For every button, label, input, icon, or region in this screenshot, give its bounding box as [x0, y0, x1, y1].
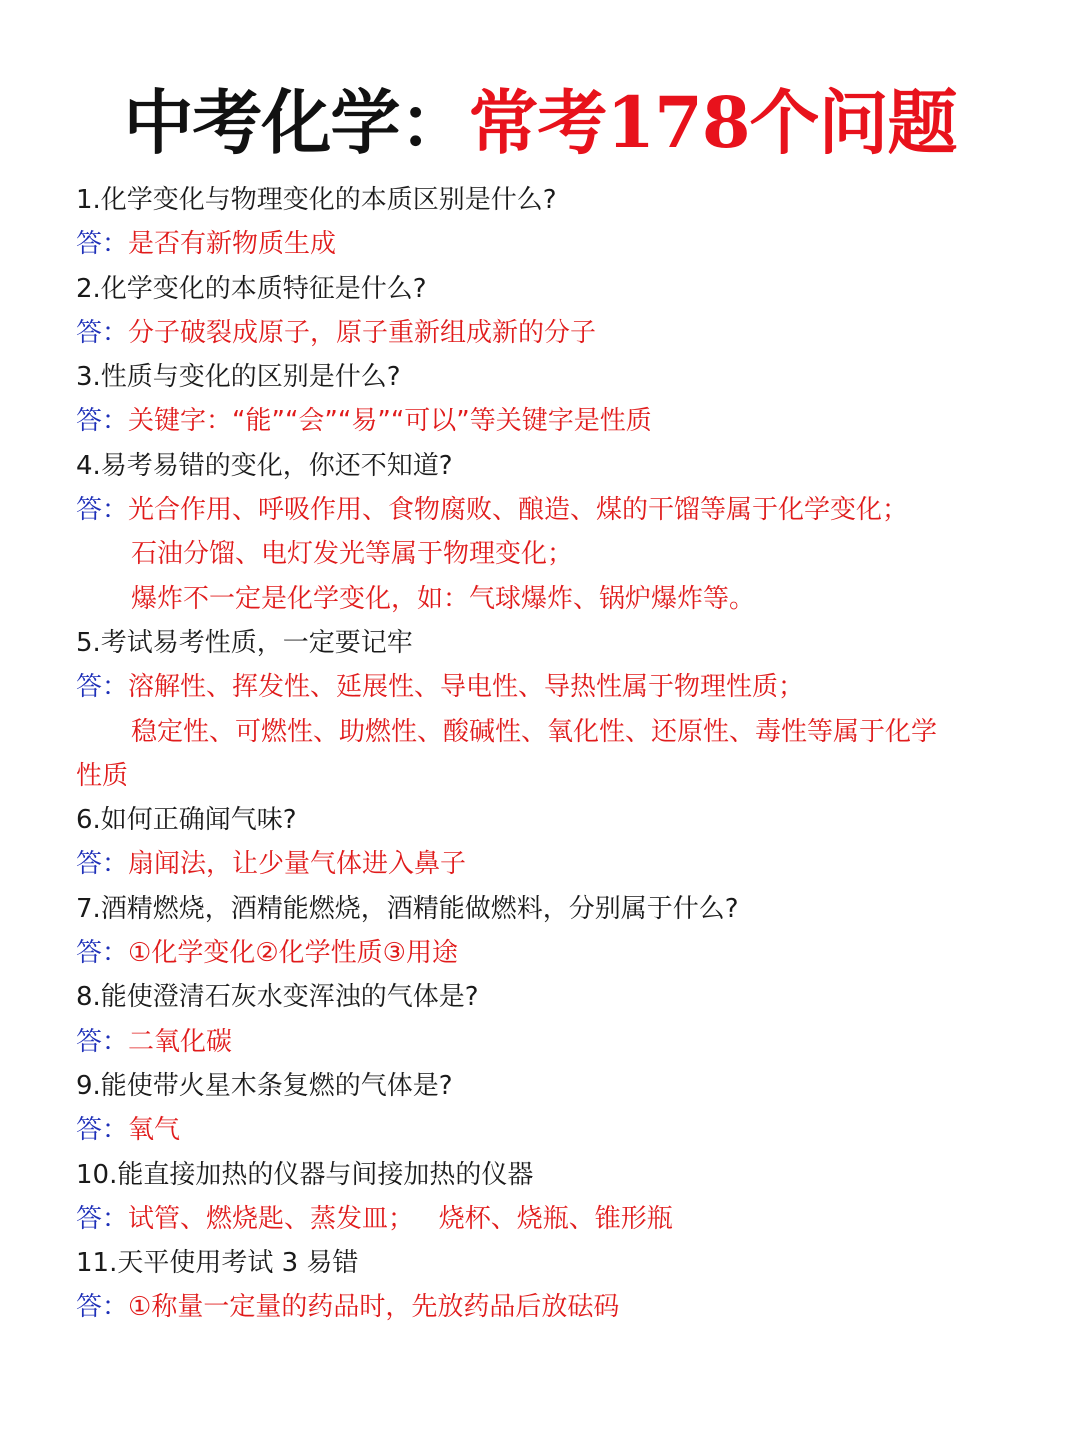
question-7: 7.酒精燃烧，酒精能燃烧，酒精能做燃料，分别属于什么?: [76, 893, 739, 924]
answer-label: 答：: [76, 406, 129, 437]
question-4: 4.易考易错的变化，你还不知道?: [76, 450, 453, 481]
answer-label: 答：: [76, 317, 129, 348]
answer-4: [76, 488, 1036, 532]
answer-10: [76, 1197, 1036, 1241]
answer-label: 答：: [76, 672, 129, 703]
question-2: 2.化学变化的本质特征是什么?: [76, 273, 427, 304]
answer-text: ①称量一定量的药品时，先放药品后放砝码: [128, 1292, 620, 1323]
answer-4-line-2: 石油分馏、电灯发光等属于物理变化；: [131, 539, 574, 570]
answer-text: 分子破裂成原子，原子重新组成新的分子: [128, 317, 597, 348]
question-1: 1.化学变化与物理变化的本质区别是什么?: [76, 185, 557, 215]
answer-label: 答：: [76, 1115, 129, 1146]
answer-label: 答：: [76, 1203, 129, 1234]
answer-text: 光合作用、呼吸作用、食物腐败、酿造、煤的干馏等属于化学变化；: [128, 495, 909, 526]
answer-6: [76, 842, 1036, 886]
answer-label: 答：: [76, 1026, 129, 1057]
question-9: 9.能使带火星木条复燃的气体是?: [76, 1070, 453, 1101]
answer-text: 二氧化碳: [128, 1026, 233, 1057]
qa-list: [76, 178, 1036, 1330]
question-5: 5.考试易考性质，一定要记牢: [76, 627, 413, 658]
answer-text: 关键字：“能”“会”“易”“可以”等关键字是性质: [128, 406, 652, 437]
answer-text: 试管、燃烧匙、蒸发皿； 烧杯、烧瓶、锥形瓶: [128, 1203, 673, 1234]
answer-label: 答：: [76, 938, 129, 969]
answer-4-line-3: 爆炸不一定是化学变化，如：气球爆炸、锅炉爆炸等。: [131, 583, 756, 614]
answer-5-line-3: 性质: [76, 760, 129, 791]
question-3: 3.性质与变化的区别是什么?: [76, 362, 401, 393]
answer-11: [76, 1285, 1036, 1329]
answer-text: 扇闻法，让少量气体进入鼻子: [128, 849, 467, 880]
question-6: 6.如何正确闻气味?: [76, 805, 297, 836]
answer-5-line-2: 稳定性、可燃性、助燃性、酸碱性、氧化性、还原性、毒性等属于化学: [131, 716, 938, 747]
question-11: 11.天平使用考试 3 易错: [76, 1248, 359, 1279]
answer-label: 答：: [76, 849, 129, 880]
answer-7: [76, 931, 1036, 975]
answer-8: [76, 1020, 1036, 1064]
answer-2: [76, 311, 1036, 355]
title-highlight: 常考178个问题: [468, 81, 957, 164]
answer-label: 答：: [76, 1292, 129, 1323]
question-8: 8.能使澄清石灰水变浑浊的气体是?: [76, 982, 479, 1013]
answer-5: [76, 665, 1036, 709]
page-title: [0, 78, 1080, 168]
answer-9: [76, 1108, 1036, 1152]
answer-text: 氧气: [128, 1115, 181, 1146]
answer-label: 答：: [76, 229, 129, 260]
answer-label: 答：: [76, 495, 129, 526]
answer-text: 溶解性、挥发性、延展性、导电性、导热性属于物理性质；: [128, 672, 805, 703]
answer-text: ①化学变化②化学性质③用途: [128, 938, 458, 969]
answer-text: 是否有新物质生成: [128, 229, 337, 260]
title-prefix: 中考化学：: [123, 81, 469, 164]
answer-1: [76, 222, 1036, 266]
question-10: 10.能直接加热的仪器与间接加热的仪器: [76, 1159, 534, 1190]
answer-3: [76, 399, 1036, 443]
